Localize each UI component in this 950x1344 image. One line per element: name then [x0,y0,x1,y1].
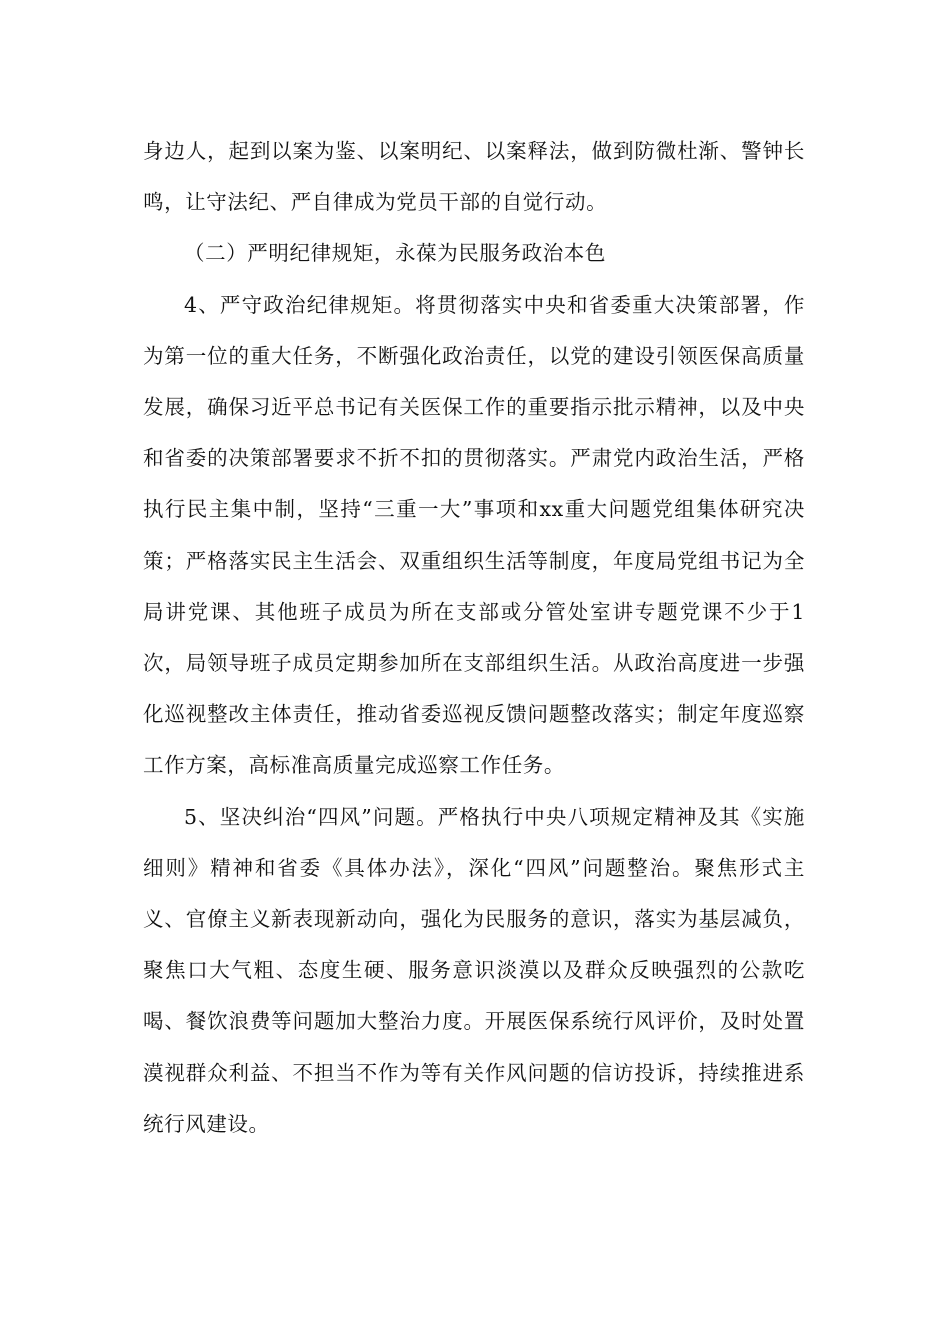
section-heading: （二）严明纪律规矩，永葆为民服务政治本色 [184,241,606,266]
paragraph-item-5: 5、坚决纠治“四风”问题。严格执行中央八项规定精神及其《实施细则》精神和省委《具体办法》，深化“四风”问题整治。聚焦形式主义、官僚主义新表现新动向，强化为民服务的意识，落实为基层减负，聚焦口大气粗、态度生硬、服务意识淡漠以及群众反映强烈的公款吃喝、餐饮浪费等问题加大整治力度。开展医保系统行风评价，及时处置漠视群众利益、不担当不作为等有关作风问题的信访投诉，持续推进系统行风建设。 [143,804,805,1136]
document-body [143,126,805,1150]
paragraph-continued: 身边人，起到以案为鉴、以案明纪、以案释法，做到防微杜渐、警钟长鸣，让守法纪、严自律成为党员干部的自觉行动。 [143,139,805,215]
paragraph-item-4: 4、严守政治纪律规矩。将贯彻落实中央和省委重大决策部署，作为第一位的重大任务，不断强化政治责任，以党的建设引领医保高质量发展，确保习近平总书记有关医保工作的重要指示批示精神，以及中央和省委的决策部署要求不折不扣的贯彻落实。严肃党内政治生活，严格执行民主集中制，坚持“三重一大”事项和xx重大问题党组集体研究决策；严格落实民主生活会、双重组织生活等制度，年度局党组书记为全局讲党课、其他班子成员为所在支部或分管处室讲专题党课不少于1次，局领导班子成员定期参加所在支部组织生活。从政治高度进一步强化巡视整改主体责任，推动省委巡视反馈问题整改落实；制定年度巡察工作方案，高标准高质量完成巡察工作任务。 [143,292,805,778]
